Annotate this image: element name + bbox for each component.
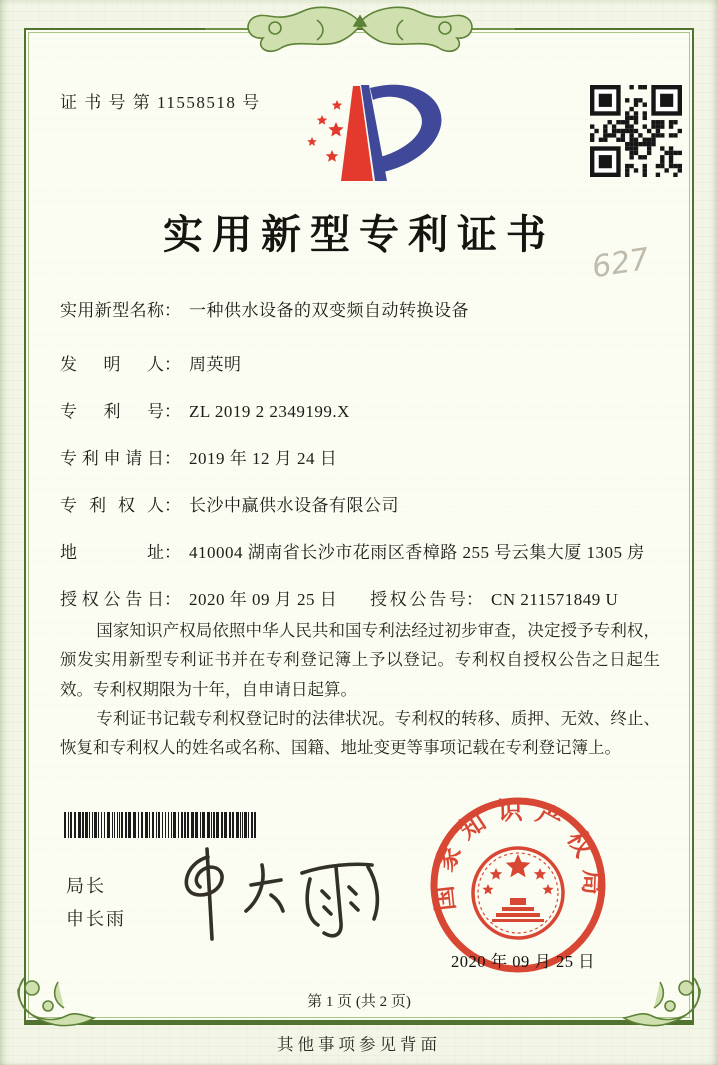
corner-flourish-right-icon xyxy=(620,972,704,1030)
field-row-name xyxy=(60,296,660,321)
corner-flourish-left-icon xyxy=(14,972,98,1030)
field-row-grant xyxy=(60,585,660,610)
field-label: 发明人 xyxy=(60,355,164,374)
field-label: 授权公告日 xyxy=(60,590,164,609)
field-label: 地址 xyxy=(60,543,164,562)
field-colon: ： xyxy=(164,355,181,374)
cnipa-logo-icon xyxy=(282,82,462,196)
field-value: ZL 2019 2 2349199.X xyxy=(189,402,350,421)
field-value: 长沙中赢供水设备有限公司 xyxy=(189,496,399,515)
field-label: 专利权人 xyxy=(60,496,164,515)
field-grant-number xyxy=(370,585,618,610)
seal-text: 国家知识产权局 xyxy=(429,797,606,913)
field-colon: ： xyxy=(164,543,181,562)
legal-paragraph-2: 专利证书记载专利权登记时的法律状况。专利权的转移、质押、无效、终止、恢复和专利权人的姓名或名称、国籍、地址变更等事项记载在专利登记簿上。 xyxy=(60,709,660,758)
field-label: 授权公告号 xyxy=(370,590,466,609)
field-row-address xyxy=(60,538,660,563)
qr-code xyxy=(590,85,682,177)
field-row-filing-date xyxy=(60,444,660,469)
field-row-patentee xyxy=(60,491,660,516)
field-colon: ： xyxy=(466,590,483,609)
field-colon: ： xyxy=(164,301,181,320)
field-label: 实用新型名称 xyxy=(60,301,164,320)
page-footer: 第 1 页 (共 2 页) xyxy=(307,994,411,1010)
svg-text:国家知识产权局 xyxy=(429,797,607,913)
pencil-annotation: 627 xyxy=(589,241,652,286)
field-value: 周英明 xyxy=(189,355,242,374)
seal-date: 2020 年 09 月 25 日 xyxy=(450,952,596,971)
legal-paragraph-1: 国家知识产权局依照中华人民共和国专利法经过初步审查，决定授予专利权，颁发实用新型专利证书并在专利登记簿上予以登记。专利权自授权公告之日起生效。专利权期限为十年，自申请日起算。 xyxy=(60,621,660,699)
back-note: 其他事项参见背面 xyxy=(277,1035,441,1054)
field-value: 2019 年 12 月 24 日 xyxy=(189,449,338,468)
field-row-patent-number xyxy=(60,397,660,422)
legal-text xyxy=(60,616,660,763)
field-value: CN 211571849 U xyxy=(491,590,619,609)
field-value: 410004 湖南省长沙市花雨区香樟路 255 号云集大厦 1305 房 xyxy=(189,543,645,562)
field-colon: ： xyxy=(164,496,181,515)
field-label: 专利申请日 xyxy=(60,449,164,468)
director-name: 申长雨 xyxy=(66,909,126,929)
field-value: 2020 年 09 月 25 日 xyxy=(189,590,338,609)
field-row-inventor xyxy=(60,350,660,375)
field-colon: ： xyxy=(164,449,181,468)
page-title: 实用新型专利证书 xyxy=(163,212,555,257)
certificate-number: 证 书 号 第 11558518 号 xyxy=(60,93,261,112)
top-ornament-icon xyxy=(205,2,515,58)
field-value: 一种供水设备的双变频自动转换设备 xyxy=(189,301,469,320)
field-colon: ： xyxy=(164,402,181,421)
field-label: 专利号 xyxy=(60,402,164,421)
director-title: 局长 xyxy=(66,876,106,896)
barcode xyxy=(64,812,262,838)
national-emblem-icon xyxy=(473,848,563,938)
field-colon: ： xyxy=(164,590,181,609)
director-signature-icon xyxy=(150,843,395,948)
